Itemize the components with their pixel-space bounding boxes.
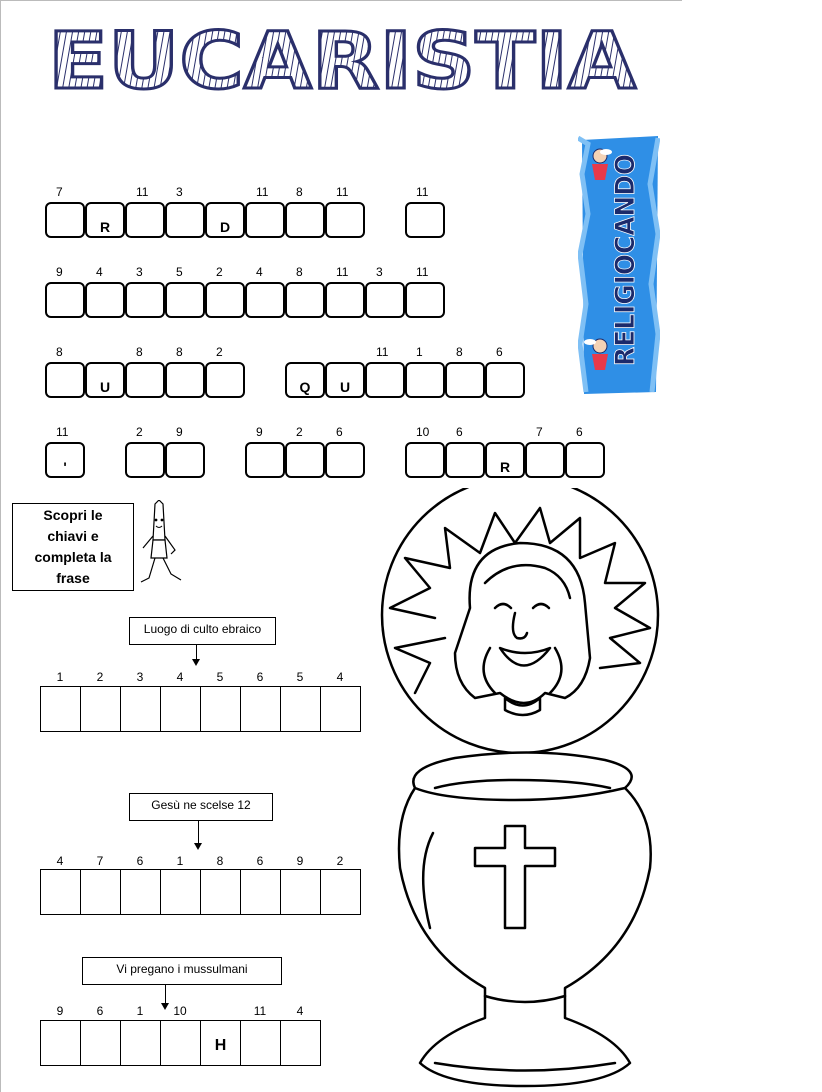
cell-number: 11 [136, 185, 149, 199]
instruction-box [12, 503, 134, 591]
letter-cell[interactable] [80, 869, 121, 915]
letter-cell[interactable] [365, 282, 405, 318]
letter-cell[interactable] [405, 282, 445, 318]
cell-number: 2 [96, 670, 104, 684]
cell-number: 8 [136, 345, 143, 359]
cell-number: 3 [176, 185, 183, 199]
letter-cell[interactable]: U [325, 362, 365, 398]
clue-hint: Gesù ne scelse 12 [129, 793, 273, 821]
cell-number: 3 [136, 670, 144, 684]
letter-cell[interactable]: R [485, 442, 525, 478]
letter-cell[interactable]: Q [285, 362, 325, 398]
religiocando-logo [578, 134, 660, 396]
letter-cell[interactable] [205, 362, 245, 398]
letter-cell[interactable] [245, 202, 285, 238]
letter-cell[interactable] [320, 869, 361, 915]
letter-cell[interactable] [120, 869, 161, 915]
letter-cell[interactable] [445, 442, 485, 478]
letter-cell[interactable] [405, 442, 445, 478]
letter-cell[interactable] [125, 362, 165, 398]
letter-cell[interactable] [245, 282, 285, 318]
cell-number: 11 [336, 265, 349, 279]
cell-number: 4 [96, 265, 103, 279]
letter-cell[interactable] [165, 202, 205, 238]
cell-number: 3 [136, 265, 143, 279]
letter-cell[interactable] [160, 869, 201, 915]
page-border-top [0, 0, 682, 1]
cell-number: 5 [296, 670, 304, 684]
cell-number: 6 [496, 345, 503, 359]
cell-number: 6 [336, 425, 343, 439]
cell-number: 8 [176, 345, 183, 359]
arrow-line [196, 645, 197, 660]
cell-number: 6 [256, 670, 264, 684]
cell-number: 9 [56, 1004, 64, 1018]
cell-number: 8 [296, 185, 303, 199]
cell-number: 9 [56, 265, 63, 279]
letter-cell[interactable] [40, 1020, 81, 1066]
cell-number: 10 [173, 1004, 187, 1018]
cell-number: 11 [376, 345, 389, 359]
cell-number: 8 [216, 854, 224, 868]
letter-cell[interactable] [240, 1020, 281, 1066]
letter-cell[interactable] [485, 362, 525, 398]
letter-cell[interactable] [160, 686, 201, 732]
letter-cell[interactable]: H [200, 1020, 241, 1066]
cell-number: 6 [136, 854, 144, 868]
cell-number: 9 [256, 425, 263, 439]
letter-cell[interactable] [160, 1020, 201, 1066]
cell-number: 2 [136, 425, 143, 439]
arrow-down-icon [192, 659, 200, 666]
letter-cell[interactable] [120, 1020, 161, 1066]
cell-number: 9 [176, 425, 183, 439]
cell-number: 1 [136, 1004, 144, 1018]
letter-cell[interactable] [200, 686, 241, 732]
letter-cell[interactable]: U [85, 362, 125, 398]
letter-cell[interactable] [325, 442, 365, 478]
letter-cell[interactable] [205, 282, 245, 318]
cell-number: 3 [376, 265, 383, 279]
letter-cell[interactable] [280, 869, 321, 915]
letter-cell[interactable] [40, 869, 81, 915]
letter-cell[interactable] [405, 362, 445, 398]
arrow-line [198, 821, 199, 844]
logo-text: RELIGIOCANDO [610, 135, 641, 366]
pencil-character-icon [135, 500, 187, 588]
letter-cell[interactable] [405, 202, 445, 238]
clue-hint: Vi pregano i mussulmani [82, 957, 282, 985]
letter-cell[interactable] [40, 686, 81, 732]
cell-number: 2 [296, 425, 303, 439]
cell-number: 6 [456, 425, 463, 439]
letter-cell[interactable] [565, 442, 605, 478]
cell-number: 1 [416, 345, 423, 359]
letter-cell[interactable] [240, 869, 281, 915]
letter-cell[interactable] [125, 282, 165, 318]
cell-number: 2 [216, 265, 223, 279]
cell-number: 7 [96, 854, 104, 868]
cell-number: 4 [176, 670, 184, 684]
cell-number: 8 [296, 265, 303, 279]
letter-cell[interactable] [165, 362, 205, 398]
cell-number: 11 [336, 185, 349, 199]
cell-number: 6 [96, 1004, 104, 1018]
clue-hint: Luogo di culto ebraico [129, 617, 276, 645]
letter-cell[interactable] [80, 686, 121, 732]
arrow-line [165, 985, 166, 1004]
cell-number: 8 [56, 345, 63, 359]
cell-number: 8 [456, 345, 463, 359]
letter-cell[interactable] [45, 362, 85, 398]
letter-cell[interactable] [325, 282, 365, 318]
cell-number: 6 [576, 425, 583, 439]
title-text: EUCARISTIA [48, 18, 636, 98]
letter-cell[interactable] [285, 442, 325, 478]
cell-number: 11 [56, 425, 69, 439]
cell-number: 7 [536, 425, 543, 439]
cell-number: 2 [216, 345, 223, 359]
letter-cell[interactable] [280, 686, 321, 732]
letter-cell[interactable] [125, 442, 165, 478]
cell-number: 11 [256, 185, 269, 199]
cell-number: 4 [296, 1004, 304, 1018]
instruction-text: Scopri le chiavi e completa la frase [34, 507, 112, 586]
cell-number: 4 [336, 670, 344, 684]
cell-number: 5 [216, 670, 224, 684]
cell-number: 1 [56, 670, 64, 684]
letter-cell[interactable]: D [205, 202, 245, 238]
letter-cell[interactable] [280, 1020, 321, 1066]
letter-cell[interactable] [285, 282, 325, 318]
cell-number: 10 [416, 425, 430, 439]
cell-number: 1 [176, 854, 184, 868]
title-banner [44, 18, 644, 98]
cell-number: 2 [336, 854, 344, 868]
cell-number: 9 [296, 854, 304, 868]
letter-cell[interactable] [285, 202, 325, 238]
page-border-left [0, 0, 1, 1092]
letter-cell[interactable]: ' [45, 442, 85, 478]
letter-cell[interactable] [165, 282, 205, 318]
chalice-host-illustration [375, 488, 685, 1092]
letter-cell[interactable] [445, 362, 485, 398]
letter-cell[interactable] [120, 686, 161, 732]
cell-number: 4 [56, 854, 64, 868]
cell-number: 11 [416, 185, 429, 199]
letter-cell[interactable] [240, 686, 281, 732]
cell-number: 5 [176, 265, 183, 279]
cell-number: 7 [56, 185, 63, 199]
arrow-down-icon [194, 843, 202, 850]
letter-cell[interactable] [125, 202, 165, 238]
letter-cell[interactable] [85, 282, 125, 318]
letter-cell[interactable] [45, 282, 85, 318]
letter-cell[interactable] [200, 869, 241, 915]
letter-cell[interactable]: R [85, 202, 125, 238]
cell-number: 11 [416, 265, 429, 279]
letter-cell[interactable] [165, 442, 205, 478]
cell-number: 4 [256, 265, 263, 279]
letter-cell[interactable] [320, 686, 361, 732]
cell-number: 11 [253, 1004, 267, 1018]
letter-cell[interactable] [245, 442, 285, 478]
letter-cell[interactable] [325, 202, 365, 238]
letter-cell[interactable] [80, 1020, 121, 1066]
letter-cell[interactable] [45, 202, 85, 238]
letter-cell[interactable] [525, 442, 565, 478]
cell-number: 6 [256, 854, 264, 868]
letter-cell[interactable] [365, 362, 405, 398]
